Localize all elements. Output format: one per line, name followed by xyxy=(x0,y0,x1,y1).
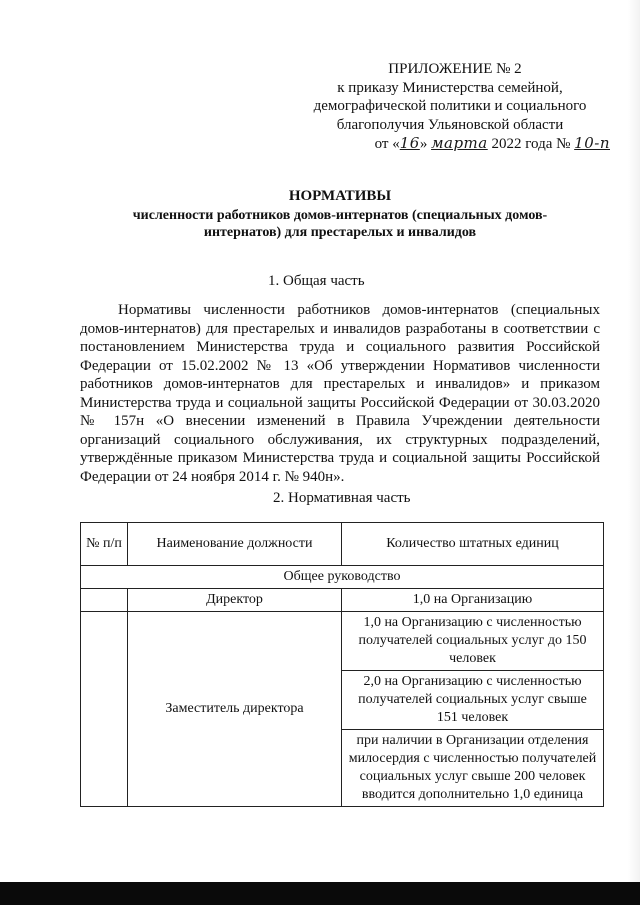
annex-title: ПРИЛОЖЕНИЕ № 2 xyxy=(388,61,522,77)
position-deputy-director: Заместитель директора xyxy=(128,612,342,807)
date-year: 2022 года № xyxy=(487,136,575,152)
header-quantity: Количество штатных единиц xyxy=(342,523,604,566)
norms-table xyxy=(80,522,604,807)
row-number xyxy=(81,589,128,612)
date-day: 16 xyxy=(399,134,420,152)
order-number: 10-п xyxy=(574,134,610,152)
row-number xyxy=(81,612,128,807)
table-row xyxy=(81,589,604,612)
section-1-paragraph xyxy=(80,301,600,486)
annex-date-line xyxy=(290,134,610,154)
date-month: марта xyxy=(431,134,488,152)
quantity-deputy-3: при наличии в Организации отделения милосердия с численностью получателей социальных услуг свыше 200 человек вводится дополнительно 1,0 единица xyxy=(342,730,604,807)
date-sep: » xyxy=(419,136,432,152)
quantity-deputy-2: 2,0 на Организацию с численностью получателей социальных услуг свыше 151 человек xyxy=(342,671,604,730)
header-number: № п/п xyxy=(81,523,128,566)
quantity-deputy-1: 1,0 на Организацию с численностью получателей социальных услуг до 150 человек xyxy=(342,612,604,671)
section-1-heading: 1. Общая часть xyxy=(268,273,365,289)
table-header-row xyxy=(81,523,604,566)
table-row xyxy=(81,612,604,671)
table-group-row xyxy=(81,566,604,589)
annex-line-4: благополучия Ульяновской области xyxy=(336,116,564,133)
annex-block xyxy=(290,60,610,154)
annex-line-3: демографической политики и социального xyxy=(313,98,587,114)
subtitle-line-2: интернатов) для престарелых и инвалидов xyxy=(203,225,477,240)
group-general-management: Общее руководство xyxy=(81,566,604,589)
section-2-heading: 2. Нормативная часть xyxy=(273,490,411,506)
subtitle-line-1: численности работников домов-интернатов (специальных домов- xyxy=(132,208,548,223)
position-director: Директор xyxy=(128,589,342,612)
quantity-director: 1,0 на Организацию xyxy=(342,589,604,612)
scan-edge xyxy=(628,0,640,882)
section-1-text: Нормативы численности работников домов-интернатов (специальных домов-интернатов) для престарелых и инвалидов разработаны в соответствии с постановлением Министерства труда и социального развития Российской Федерации от 15.02.2002 № 13 «Об утверждении Нормативов численности работников домов-интернатов для престарелых и инвалидов» и приказом Министерства труда и социальной защиты Российской Федерации от 30.03.2020 № 157н «О внесении изменений в Правила Учреждении деятельности организаций социального обслуживания, их структурных подразделений, утверждённые приказом Министерства труда и социальной защиты Российской Федерации от 24 ноября 2014 г. № 940н». xyxy=(80,302,600,485)
header-position: Наименование должности xyxy=(128,523,342,566)
annex-line-2: к приказу Министерства семейной, xyxy=(337,79,563,96)
document-subtitle xyxy=(95,207,585,241)
date-prefix: от « xyxy=(374,136,400,152)
scan-bottom-border xyxy=(0,882,640,905)
document-title: НОРМАТИВЫ xyxy=(288,188,392,204)
